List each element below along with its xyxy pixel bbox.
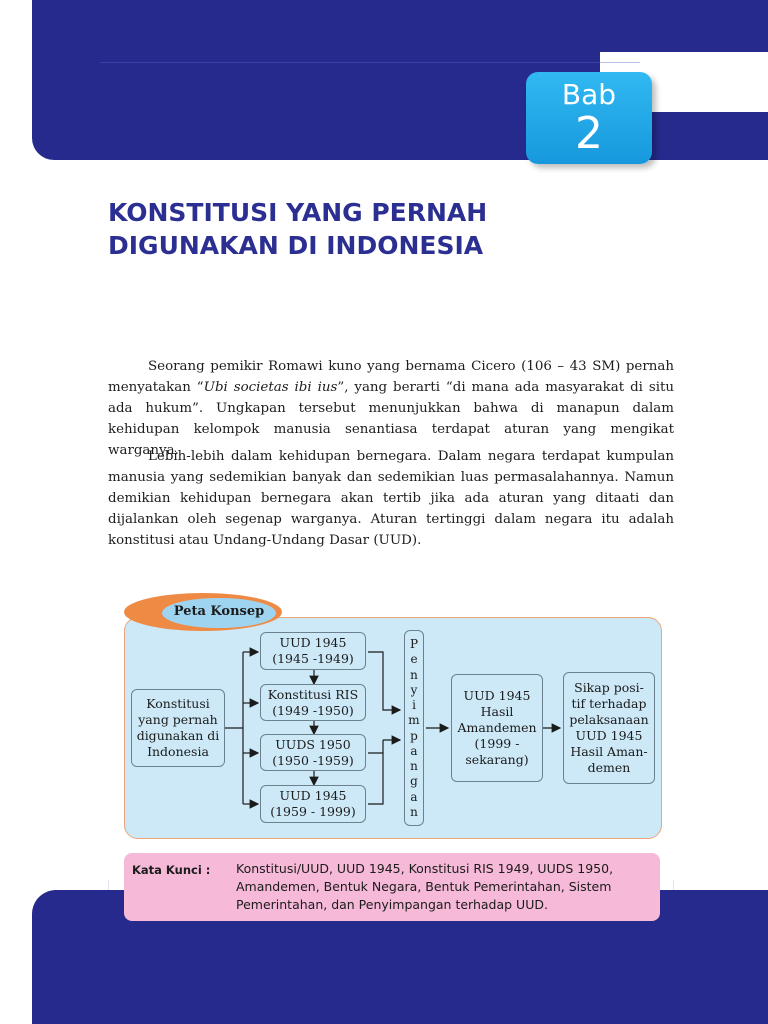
keywords-label: Kata Kunci : — [132, 863, 211, 877]
deviation-letter: g — [410, 774, 418, 789]
constitution-node-1: UUD 1945 (1945 -1949) — [260, 632, 366, 670]
deviation-letter: n — [410, 759, 418, 774]
deviation-letter: i — [412, 698, 416, 713]
intro-paragraph-1-part-a: Seorang pemikir Romawi kuno yang bernama Cicero (106 – 43 SM) pernah menyatakan “ — [108, 359, 674, 395]
constitution-node-3: UUDS 1950 (1950 -1959) — [260, 734, 366, 771]
deviation-letter: a — [410, 743, 418, 758]
keywords-text: Konstitusi/UUD, UUD 1945, Konstitusi RIS 1949, UUDS 1950, Amandemen, Bentuk Negara, Bentuk Pemerintahan, Sistem Pemerintahan, dan Penyimpangan terhadap UUD. — [236, 861, 614, 912]
constitution-node-2: Konstitusi RIS (1949 -1950) — [260, 684, 366, 721]
chapter-badge — [526, 72, 652, 164]
chapter-title-line-2: DIGUNAKAN DI INDONESIA — [108, 231, 484, 260]
chapter-badge-number: 2 — [575, 108, 603, 159]
amendment-node: UUD 1945 Hasil Amandemen (1999 - sekarang) — [451, 674, 543, 782]
intro-paragraph-2: Lebih-lebih dalam kehidupan bernegara. Dalam negara terdapat kumpulan manusia yang sedemikian banyak dan sedemikian luas permasalahannya. Namun demikian kehidupan bernegara akan tertib jika ada aturan yang ditaati dan dijalankan oleh segenap warganya. Aturan tertinggi dalam negara itu adalah konstitusi atau Undang-Undang Dasar (UUD). — [108, 449, 674, 548]
deviation-letter: a — [410, 789, 418, 804]
chapter-badge-word: Bab — [561, 78, 617, 111]
latin-quote: Ubi societas ibi ius — [203, 380, 338, 395]
deviation-letter: y — [410, 682, 418, 697]
deviation-letter: m — [408, 713, 420, 728]
concept-root-node: Konstitusi yang pernah digunakan di Indonesia — [131, 689, 225, 767]
deviation-letter: e — [410, 652, 418, 667]
constitution-node-4: UUD 1945 (1959 - 1999) — [260, 785, 366, 823]
deviation-letter: n — [410, 804, 418, 819]
deviation-vertical-label — [404, 630, 424, 826]
attitude-node: Sikap posi- tif terhadap pelaksanaan UUD 1945 Hasil Aman- demen — [563, 672, 655, 784]
intro-paragraph-1-part-b: ”, yang berarti “di mana ada masyarakat di situ ada hukum”. Ungkapan tersebut menunjukkan bahwa di manapun dalam kehidupan kelompok manusia senantiasa terdapat aturan yang mengikat warganya. — [108, 380, 675, 458]
chapter-title-line-1: KONSTITUSI YANG PERNAH — [108, 198, 488, 227]
chapter-title — [108, 196, 668, 262]
header-accent-line — [100, 62, 640, 63]
deviation-letter: P — [409, 637, 419, 651]
deviation-letter: p — [410, 728, 418, 743]
deviation-letter: n — [410, 667, 418, 682]
concept-map-label: Peta Konsep — [173, 604, 265, 619]
